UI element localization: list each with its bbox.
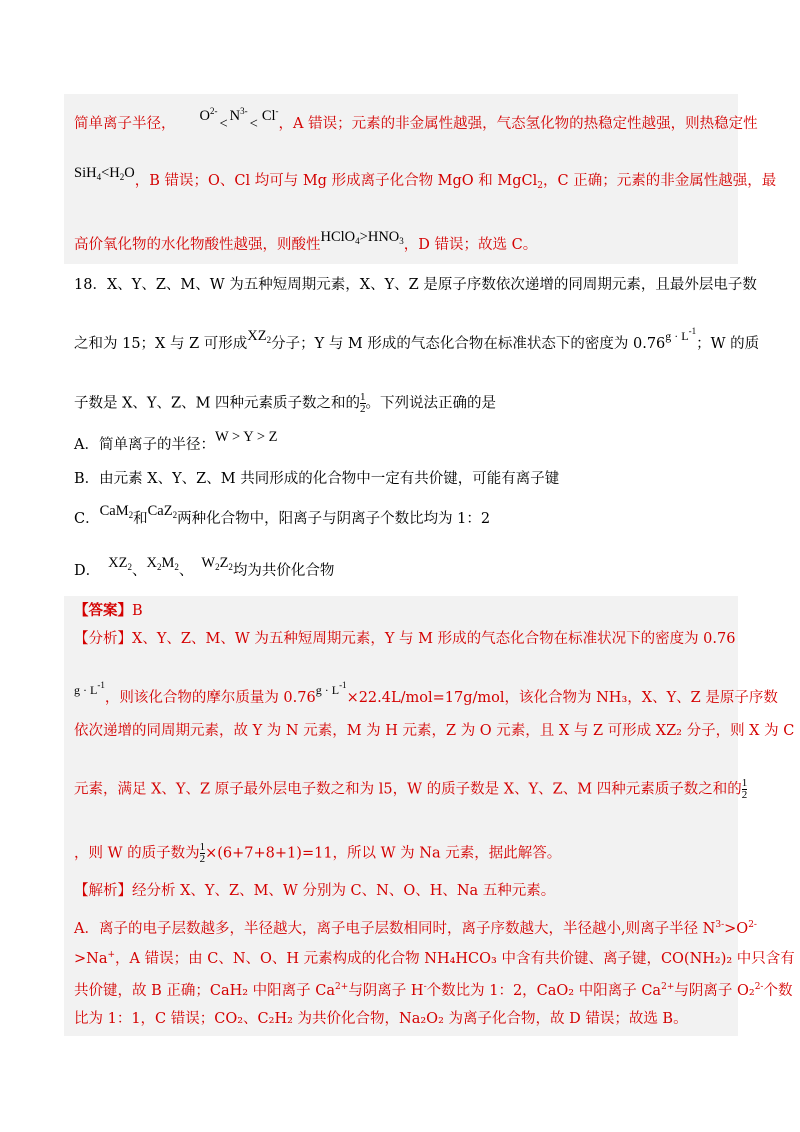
lt-sign: < (219, 116, 228, 132)
text: >Na (74, 951, 108, 967)
text: A．离子的电子层数越多，半径越大，离子电子层数相同时，离子序数越大，半径越小,则离子半径 N (74, 921, 716, 937)
text: ×(6+7+8+1)=11，所以 W 为 Na 元素，据此解答。 (205, 845, 562, 862)
unit-g-per-l: g · L-1 (315, 680, 347, 697)
text: 子数是 X、Y、Z、M 四种元素质子数之和的 (74, 395, 361, 412)
text: ，A 错误；元素的非金属性越强，气态氢化物的热稳定性越强，则热稳定性 (278, 116, 758, 132)
subscript: 2 (537, 181, 544, 191)
text: 、 (131, 563, 147, 579)
analysis-line-5 (74, 842, 561, 865)
formula-sih4: $SiH_4<H_2O$ (74, 165, 135, 182)
answer-label: 【答案】 (74, 602, 132, 619)
formula-hclo4: $HClO_4>HNO_3$ (320, 229, 404, 246)
text: 、 (178, 563, 194, 579)
text: 共价键，故 B 正确；CaH₂ 中阳离子 Ca (74, 983, 336, 999)
top-line-3 (74, 229, 538, 258)
radius-expression: W > Y > Z (214, 429, 278, 445)
text: D． (74, 563, 101, 579)
formula-xz2: $XZ_2$ (108, 555, 132, 572)
lt-sign: < (249, 116, 258, 132)
fraction-half: $\frac{1}{2}$ (360, 391, 366, 415)
answer-value: B (132, 603, 143, 619)
text: ，D 错误；故选 C。 (403, 237, 538, 253)
text: 和 (133, 511, 148, 527)
question-line-3 (74, 392, 496, 415)
text: ，C 正确；元素的非金属性越强，最 (543, 173, 777, 189)
question-line-2 (74, 326, 760, 357)
superscript: 2+ (335, 982, 349, 992)
top-line-2 (74, 165, 777, 195)
formula-x2m2: $X_2M_2$ (146, 555, 179, 572)
text: 高价氧化物的水化物酸性越强，则酸性 (74, 237, 321, 253)
text: >O (724, 921, 749, 937)
option-c (74, 503, 491, 532)
analysis-line-4 (74, 778, 747, 801)
text: ，则该化合物的摩尔质量为 0.76 (104, 690, 316, 706)
text: 之和为 15；X 与 Z 可形成 (74, 336, 248, 352)
text: 个数 (763, 983, 793, 999)
text: 简单离子半径， (74, 116, 176, 132)
text: 与阴离子 H (348, 983, 424, 999)
option-a (74, 429, 278, 454)
text: ，B 错误；O、Cl 均可与 Mg 形成离子化合物 MgO 和 MgCl (134, 173, 538, 189)
superscript: + (107, 950, 116, 960)
option-d (74, 555, 335, 584)
text: C． (74, 511, 100, 527)
superscript: 2+ (661, 982, 675, 992)
text: A．简单离子的半径： (74, 437, 215, 453)
answer-line (74, 602, 143, 620)
unit-g-per-l: g · L-1 (74, 680, 105, 697)
formula-cam2: CaM$_2$ (99, 503, 134, 520)
explanation-line-1: 【解析】经分析 X、Y、Z、M、W 分别为 C、N、O、H、Na 五种元素。 (74, 883, 556, 899)
explanation-line-4 (74, 978, 792, 1000)
text: 均为共价化合物 (232, 563, 335, 579)
ion-cl: Cl- (261, 106, 279, 124)
fraction-half: $\frac{1}{2}$ (741, 777, 748, 801)
text: ，A 错误；由 C、N、O、H 元素构成的化合物 NH₄HCO₃ 中含有共价键、离子键，CO(NH₂)₂ 中只含有 (115, 951, 795, 967)
option-b: B．由元素 X、Y、Z、M 共同形成的化合物中一定有共价键，可能有离子键 (74, 471, 560, 487)
text: 两种化合物中，阳离子与阴离子个数比均为 1：2 (177, 511, 491, 527)
formula-xz2: $XZ_2$ (247, 328, 272, 345)
explanation-line-3 (74, 946, 795, 968)
superscript: 3- (715, 920, 725, 930)
formula-w2z2: $W_2Z_2$ (201, 555, 233, 572)
explanation-line-5: 比为 1：1，C 错误；CO₂、C₂H₂ 为共价化合物，Na₂O₂ 为离子化合物，故 D 错误；故选 B。 (74, 1011, 688, 1027)
text: 个数比为 1：2，CaO₂ 中阳离子 Ca (426, 983, 662, 999)
text: 与阴离子 O₂ (674, 983, 755, 999)
analysis-line-2 (74, 680, 778, 707)
top-line-1 (74, 106, 758, 133)
explanation-line-2 (74, 916, 757, 938)
analysis-line-3: 依次递增的同周期元素，故 Y 为 N 元素，M 为 H 元素，Z 为 O 元素，且 X 与 Z 可形成 XZ₂ 分子，则 X 为 C (74, 723, 795, 739)
fraction-half: $\frac{1}{2}$ (199, 841, 206, 865)
text: ×22.4L/mol=17g/mol，该化合物为 NH₃，X、Y、Z 是原子序数 (346, 690, 778, 706)
superscript: 2- (754, 982, 764, 992)
text: 元素，满足 X、Y、Z 原子最外层电子数之和为 l5，W 的质子数是 X、Y、Z、M 四种元素质子数之和的 (74, 781, 742, 798)
formula-caz2: CaZ$_2$ (147, 503, 178, 520)
superscript: 2- (748, 920, 757, 930)
text: 。下列说法正确的是 (365, 395, 497, 412)
ion-o: $O^{2-}$ (199, 106, 218, 124)
superscript: - (423, 982, 427, 992)
text: 分子；Y 与 M 形成的气态化合物在标准状态下的密度为 0.76 (271, 336, 666, 352)
text: ；W 的质 (696, 336, 760, 352)
question-line-1: 18．X、Y、Z、M、W 为五种短周期元素，X、Y、Z 是原子序数依次递增的同周期元素，且最外层电子数 (74, 277, 757, 293)
analysis-line-1: 【分析】X、Y、Z、M、W 为五种短周期元素，Y 与 M 形成的气态化合物在标准状况下的密度为 0.76 (74, 631, 736, 647)
ion-n: $N^{3-}$ (229, 106, 248, 124)
unit-g-per-l: g · L-1 (665, 326, 697, 343)
text: ，则 W 的质子数为 (74, 845, 200, 862)
